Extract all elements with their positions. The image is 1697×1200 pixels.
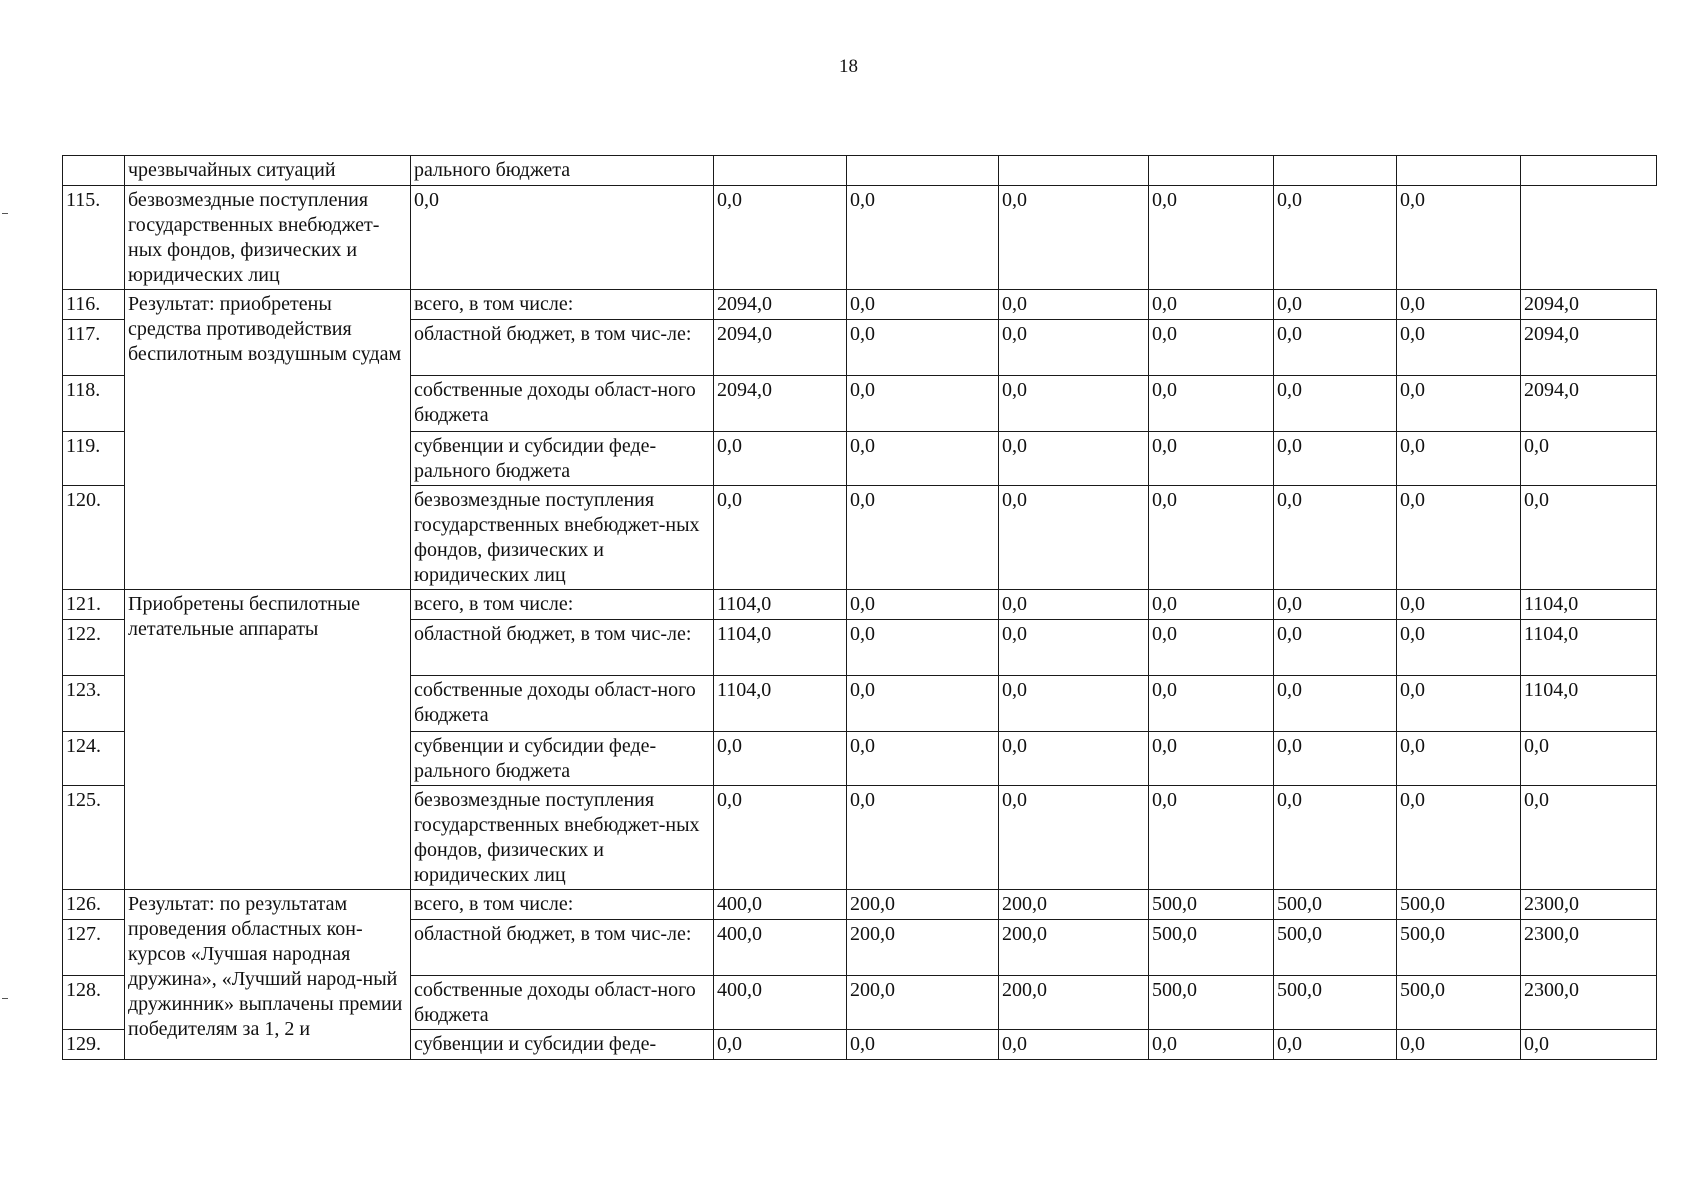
amount-cell: 0,0 xyxy=(847,676,999,732)
amount-cell: 1104,0 xyxy=(1521,620,1657,676)
amount-cell: 0,0 xyxy=(1274,486,1397,590)
amount-cell: 0,0 xyxy=(1149,676,1274,732)
amount-cell: 0,0 xyxy=(847,1030,999,1060)
amount-cell: 0,0 xyxy=(1149,432,1274,486)
row-number: 127. xyxy=(63,920,125,976)
funding-source: собственные доходы област-ного бюджета xyxy=(411,376,714,432)
amount-cell: 0,0 xyxy=(847,186,999,290)
funding-source: областной бюджет, в том чис-ле: xyxy=(411,620,714,676)
funding-source: областной бюджет, в том чис-ле: xyxy=(411,920,714,976)
amount-cell: 500,0 xyxy=(1397,890,1521,920)
amount-cell: 2300,0 xyxy=(1521,976,1657,1030)
funding-source: субвенции и субсидии феде-рального бюджета xyxy=(411,432,714,486)
funding-source: рального бюджета xyxy=(411,156,714,186)
amount-cell: 0,0 xyxy=(999,676,1149,732)
amount-cell: 0,0 xyxy=(714,786,847,890)
amount-cell: 200,0 xyxy=(847,976,999,1030)
row-number: 122. xyxy=(63,620,125,676)
row-number: 119. xyxy=(63,432,125,486)
amount-cell: 0,0 xyxy=(714,186,847,290)
amount-cell: 0,0 xyxy=(1149,1030,1274,1060)
row-number: 120. xyxy=(63,486,125,590)
amount-cell: 0,0 xyxy=(1274,376,1397,432)
amount-cell: 0,0 xyxy=(1521,732,1657,786)
result-description: чрезвычайных ситуаций xyxy=(125,156,411,186)
row-number: 116. xyxy=(63,290,125,320)
amount-cell: 500,0 xyxy=(1397,976,1521,1030)
row-number: 115. xyxy=(63,186,125,290)
funding-source: областной бюджет, в том чис-ле: xyxy=(411,320,714,376)
amount-cell: 2094,0 xyxy=(714,290,847,320)
amount-cell: 0,0 xyxy=(1521,1030,1657,1060)
amount-cell: 2094,0 xyxy=(1521,290,1657,320)
amount-cell: 0,0 xyxy=(1274,732,1397,786)
amount-cell: 0,0 xyxy=(847,590,999,620)
amount-cell: 0,0 xyxy=(847,320,999,376)
amount-cell: 0,0 xyxy=(1149,620,1274,676)
row-number: 123. xyxy=(63,676,125,732)
result-description: Результат: приобретены средства противодействия беспилотным воздушным судам xyxy=(125,290,411,590)
funding-source: собственные доходы област-ного бюджета xyxy=(411,676,714,732)
table-body xyxy=(63,156,1657,1060)
amount-cell: 200,0 xyxy=(999,920,1149,976)
amount-cell: 0,0 xyxy=(1397,290,1521,320)
amount-cell: 0,0 xyxy=(847,620,999,676)
amount-cell: 2300,0 xyxy=(1521,920,1657,976)
amount-cell xyxy=(714,156,847,186)
amount-cell: 0,0 xyxy=(1397,786,1521,890)
amount-cell: 0,0 xyxy=(1521,786,1657,890)
amount-cell: 0,0 xyxy=(999,432,1149,486)
row-number: 125. xyxy=(63,786,125,890)
table-row xyxy=(63,590,1657,620)
funding-source: субвенции и субсидии феде- xyxy=(411,1030,714,1060)
amount-cell: 200,0 xyxy=(999,890,1149,920)
amount-cell xyxy=(1274,156,1397,186)
amount-cell: 0,0 xyxy=(1397,320,1521,376)
row-number: 118. xyxy=(63,376,125,432)
amount-cell: 0,0 xyxy=(1149,186,1274,290)
amount-cell: 0,0 xyxy=(1274,676,1397,732)
amount-cell: 2094,0 xyxy=(714,376,847,432)
amount-cell: 0,0 xyxy=(1274,620,1397,676)
funding-source: всего, в том числе: xyxy=(411,590,714,620)
amount-cell: 0,0 xyxy=(714,432,847,486)
amount-cell: 500,0 xyxy=(1274,890,1397,920)
amount-cell: 0,0 xyxy=(1149,732,1274,786)
amount-cell: 0,0 xyxy=(847,486,999,590)
amount-cell: 2094,0 xyxy=(1521,320,1657,376)
amount-cell: 0,0 xyxy=(847,786,999,890)
amount-cell: 0,0 xyxy=(999,186,1149,290)
amount-cell xyxy=(1397,156,1521,186)
amount-cell: 0,0 xyxy=(1397,432,1521,486)
amount-cell: 0,0 xyxy=(999,1030,1149,1060)
amount-cell: 0,0 xyxy=(1274,290,1397,320)
amount-cell: 0,0 xyxy=(999,590,1149,620)
amount-cell: 0,0 xyxy=(1274,786,1397,890)
amount-cell: 0,0 xyxy=(1521,486,1657,590)
amount-cell: 200,0 xyxy=(847,890,999,920)
row-number: 128. xyxy=(63,976,125,1030)
amount-cell: 0,0 xyxy=(1274,320,1397,376)
funding-source: безвозмездные поступления государственных внебюджет-ных фондов, физических и юридических лиц xyxy=(411,486,714,590)
amount-cell: 500,0 xyxy=(1149,890,1274,920)
funding-source: собственные доходы област-ного бюджета xyxy=(411,976,714,1030)
amount-cell: 500,0 xyxy=(1274,920,1397,976)
amount-cell: 2300,0 xyxy=(1521,890,1657,920)
result-description: Приобретены беспилотные летательные аппараты xyxy=(125,590,411,890)
amount-cell: 2094,0 xyxy=(714,320,847,376)
amount-cell: 2094,0 xyxy=(1521,376,1657,432)
amount-cell: 1104,0 xyxy=(714,676,847,732)
amount-cell: 0,0 xyxy=(847,376,999,432)
amount-cell: 0,0 xyxy=(1521,432,1657,486)
funding-source: всего, в том числе: xyxy=(411,290,714,320)
margin-mark xyxy=(2,213,8,214)
table-row xyxy=(63,890,1657,920)
amount-cell: 0,0 xyxy=(999,320,1149,376)
amount-cell: 0,0 xyxy=(999,376,1149,432)
amount-cell: 0,0 xyxy=(714,732,847,786)
amount-cell: 1104,0 xyxy=(714,620,847,676)
amount-cell: 0,0 xyxy=(1274,1030,1397,1060)
amount-cell: 0,0 xyxy=(1397,620,1521,676)
amount-cell: 0,0 xyxy=(1397,1030,1521,1060)
amount-cell: 1104,0 xyxy=(1521,676,1657,732)
row-number: 117. xyxy=(63,320,125,376)
budget-table xyxy=(62,155,1657,1060)
amount-cell: 400,0 xyxy=(714,890,847,920)
amount-cell: 0,0 xyxy=(847,290,999,320)
row-number: 124. xyxy=(63,732,125,786)
amount-cell: 400,0 xyxy=(714,976,847,1030)
margin-mark xyxy=(2,998,8,999)
amount-cell: 0,0 xyxy=(1149,320,1274,376)
amount-cell: 200,0 xyxy=(847,920,999,976)
amount-cell: 0,0 xyxy=(1274,186,1397,290)
amount-cell: 0,0 xyxy=(999,486,1149,590)
table-row xyxy=(63,290,1657,320)
amount-cell: 0,0 xyxy=(1149,290,1274,320)
amount-cell: 500,0 xyxy=(1149,920,1274,976)
amount-cell xyxy=(847,156,999,186)
amount-cell: 0,0 xyxy=(999,786,1149,890)
row-number xyxy=(63,156,125,186)
amount-cell: 0,0 xyxy=(999,290,1149,320)
page-number: 18 xyxy=(839,56,858,77)
table-row xyxy=(63,186,1657,290)
funding-source: безвозмездные поступления государственных внебюджет-ных фондов, физических и юридических лиц xyxy=(411,786,714,890)
amount-cell: 200,0 xyxy=(999,976,1149,1030)
funding-source: субвенции и субсидии феде-рального бюджета xyxy=(411,732,714,786)
amount-cell: 0,0 xyxy=(1274,590,1397,620)
amount-cell: 0,0 xyxy=(1149,590,1274,620)
amount-cell: 0,0 xyxy=(714,486,847,590)
funding-source: безвозмездные поступления государственных внебюджет-ных фондов, физических и юридических лиц xyxy=(125,186,411,290)
row-number: 129. xyxy=(63,1030,125,1060)
result-description: Результат: по результатам проведения областных кон-курсов «Лучшая народная дружина», «Лучший народ-ный дружинник» выплачены премии победителям за 1, 2 и xyxy=(125,890,411,1060)
funding-source: всего, в том числе: xyxy=(411,890,714,920)
table-row xyxy=(63,156,1657,186)
amount-cell: 400,0 xyxy=(714,920,847,976)
amount-cell: 0,0 xyxy=(1397,486,1521,590)
amount-cell: 0,0 xyxy=(1397,676,1521,732)
row-number: 126. xyxy=(63,890,125,920)
amount-cell: 0,0 xyxy=(999,732,1149,786)
amount-cell: 0,0 xyxy=(411,186,714,290)
amount-cell: 0,0 xyxy=(714,1030,847,1060)
amount-cell xyxy=(1149,156,1274,186)
amount-cell: 0,0 xyxy=(1397,186,1521,290)
amount-cell: 1104,0 xyxy=(1521,590,1657,620)
amount-cell: 0,0 xyxy=(847,432,999,486)
amount-cell: 500,0 xyxy=(1274,976,1397,1030)
amount-cell: 500,0 xyxy=(1149,976,1274,1030)
amount-cell: 0,0 xyxy=(1274,432,1397,486)
amount-cell: 0,0 xyxy=(1397,590,1521,620)
row-number: 121. xyxy=(63,590,125,620)
amount-cell: 0,0 xyxy=(1149,376,1274,432)
amount-cell: 0,0 xyxy=(1397,376,1521,432)
amount-cell: 0,0 xyxy=(1149,486,1274,590)
amount-cell xyxy=(999,156,1149,186)
amount-cell xyxy=(1521,156,1657,186)
amount-cell: 0,0 xyxy=(1149,786,1274,890)
amount-cell: 1104,0 xyxy=(714,590,847,620)
amount-cell: 0,0 xyxy=(999,620,1149,676)
amount-cell: 0,0 xyxy=(847,732,999,786)
amount-cell: 0,0 xyxy=(1397,732,1521,786)
amount-cell: 500,0 xyxy=(1397,920,1521,976)
